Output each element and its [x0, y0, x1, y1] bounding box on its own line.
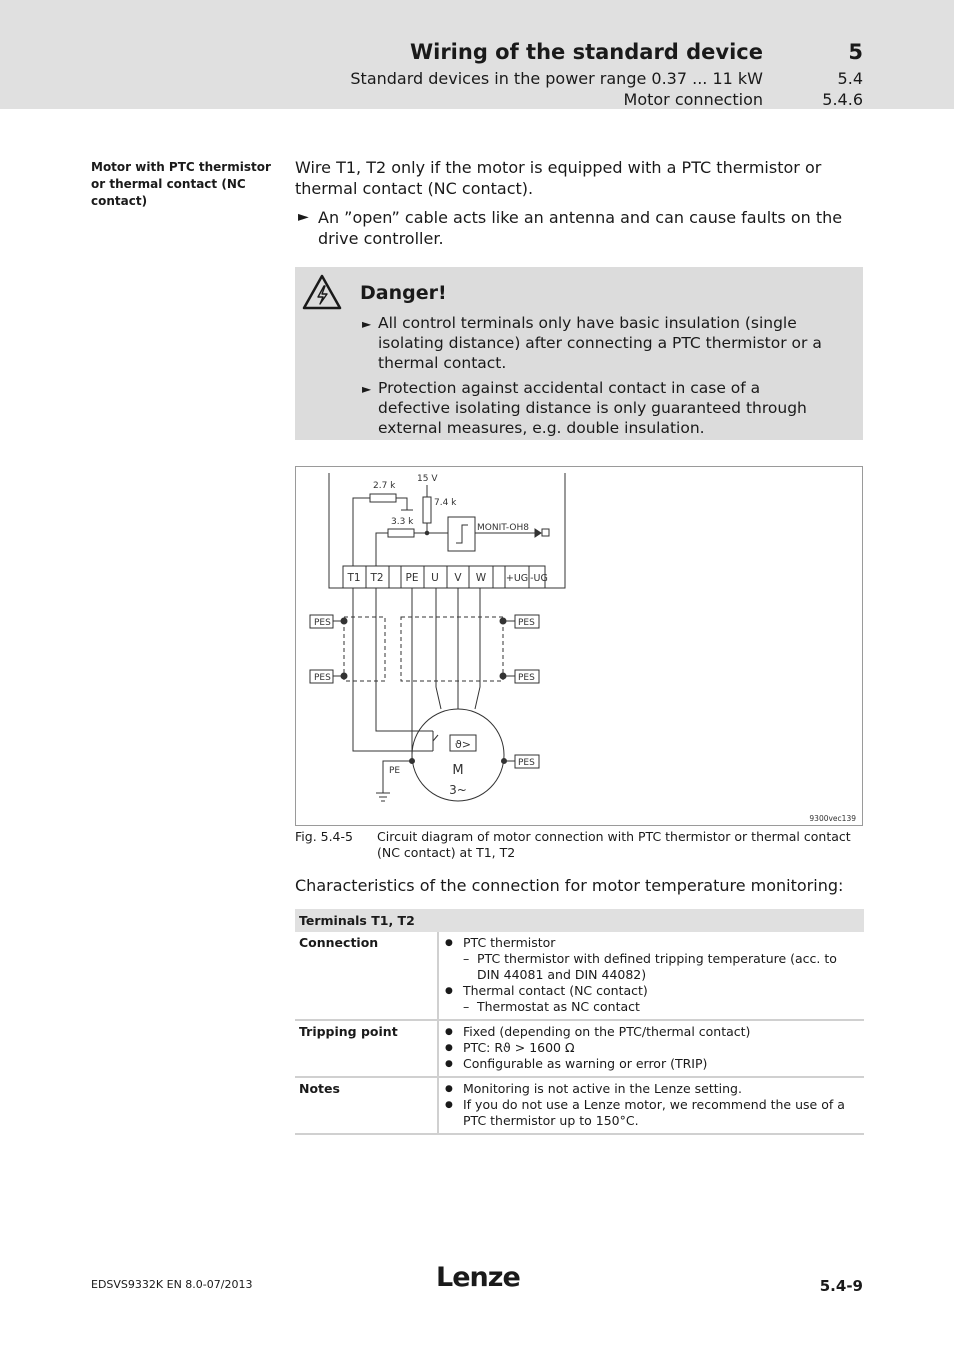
terminal-label: U	[431, 572, 439, 584]
row-content	[438, 932, 864, 1020]
arrow-bullet-icon: ►	[362, 382, 372, 396]
terminal-spec-table	[295, 909, 864, 1135]
row-content	[438, 1077, 864, 1134]
monitor-label: MONIT-OH8	[477, 523, 529, 533]
list-item: ● Configurable as warning or error (TRIP)	[445, 1056, 860, 1072]
motor-phase-label: 3~	[449, 783, 467, 797]
circuit-figure	[295, 466, 863, 826]
section-number: 5.4	[837, 69, 863, 88]
intro-paragraph: Wire T1, T2 only if the motor is equipped with a PTC thermistor or thermal contact (NC contact).	[295, 158, 822, 198]
resistor-2k7-label: 2.7 k	[373, 481, 396, 491]
side-heading: Motor with PTC thermistor or thermal contact (NC contact)	[91, 160, 271, 208]
chapter-title: Wiring of the standard device	[409, 40, 763, 64]
row-content	[438, 1020, 864, 1077]
subsection-title: Motor connection	[623, 90, 763, 109]
terminal-label: -UG	[530, 573, 548, 584]
list-item: ● PTC thermistor	[445, 935, 860, 951]
list-item: ● Fixed (depending on the PTC/thermal contact)	[445, 1024, 860, 1040]
row-label: Connection	[295, 932, 438, 1020]
note-bullet	[298, 207, 863, 249]
danger-item	[362, 378, 832, 438]
table-row	[295, 1020, 864, 1077]
terminal-label: W	[475, 572, 487, 584]
list-subitem: – PTC thermistor with defined tripping temperature (acc. to DIN 44081 and DIN 44082)	[445, 951, 860, 983]
table-row	[295, 1077, 864, 1134]
figure-caption: Circuit diagram of motor connection with PTC thermistor or thermal contact (NC contact) at T1, T2	[377, 829, 851, 860]
page-number: 5.4-9	[819, 1277, 863, 1295]
resistor-3k3-label: 3.3 k	[391, 517, 414, 527]
diagram-code: 9300vec139	[809, 814, 856, 823]
terminal-label: PE	[405, 572, 419, 584]
table-row	[295, 932, 864, 1020]
characteristics-heading: Characteristics of the connection for motor temperature monitoring:	[295, 876, 844, 895]
pes-label: PES	[314, 673, 331, 683]
list-item: ● PTC: Rϑ > 1600 Ω	[445, 1040, 860, 1056]
list-item: ● If you do not use a Lenze motor, we recommend the use of a PTC thermistor up to 150°C.	[445, 1097, 860, 1129]
resistor-7k4-label: 7.4 k	[434, 498, 457, 508]
warning-triangle-icon	[301, 273, 343, 311]
danger-item	[362, 313, 832, 373]
danger-item-text: All control terminals only have basic insulation (single isolating distance) after connecting a PTC thermistor or a thermal contact.	[378, 314, 822, 372]
terminal-label: V	[454, 572, 462, 584]
thermal-symbol: ϑ>	[454, 738, 472, 751]
motor-label: M	[452, 763, 464, 778]
pe-earth-label: PE	[389, 766, 401, 776]
pes-label: PES	[518, 758, 535, 768]
danger-box	[295, 267, 863, 440]
chapter-number: 5	[848, 40, 863, 64]
list-item: ● Monitoring is not active in the Lenze setting.	[445, 1081, 860, 1097]
terminal-label: T2	[370, 572, 384, 584]
list-subitem: – Thermostat as NC contact	[445, 999, 860, 1015]
danger-item-text: Protection against accidental contact in case of a defective isolating distance is only guaranteed through external measures, e.g. double insulation.	[378, 379, 807, 437]
subsection-number: 5.4.6	[822, 90, 863, 109]
terminal-label: +UG	[505, 573, 529, 584]
circuit-diagram	[296, 467, 862, 825]
pes-label: PES	[518, 673, 535, 683]
terminal-label: T1	[347, 572, 361, 584]
figure-label: Fig. 5.4-5	[295, 829, 353, 844]
danger-title: Danger!	[360, 282, 447, 304]
table-header: Terminals T1, T2	[295, 909, 864, 932]
arrow-bullet-icon: ►	[362, 317, 372, 331]
section-title: Standard devices in the power range 0.37 ... 11 kW	[350, 69, 763, 88]
supply-label: 15 V	[417, 474, 438, 484]
list-item: ● Thermal contact (NC contact)	[445, 983, 860, 999]
pes-label: PES	[314, 618, 331, 628]
document-id: EDSVS9332K EN 8.0-07/2013	[91, 1278, 253, 1291]
row-label: Notes	[295, 1077, 438, 1134]
row-label: Tripping point	[295, 1020, 438, 1077]
pes-label: PES	[518, 618, 535, 628]
note-text: An ”open” cable acts like an antenna and can cause faults on the drive controller.	[318, 208, 843, 248]
lenze-logo: Lenze	[436, 1262, 520, 1293]
arrow-bullet-icon: ►	[298, 209, 309, 225]
